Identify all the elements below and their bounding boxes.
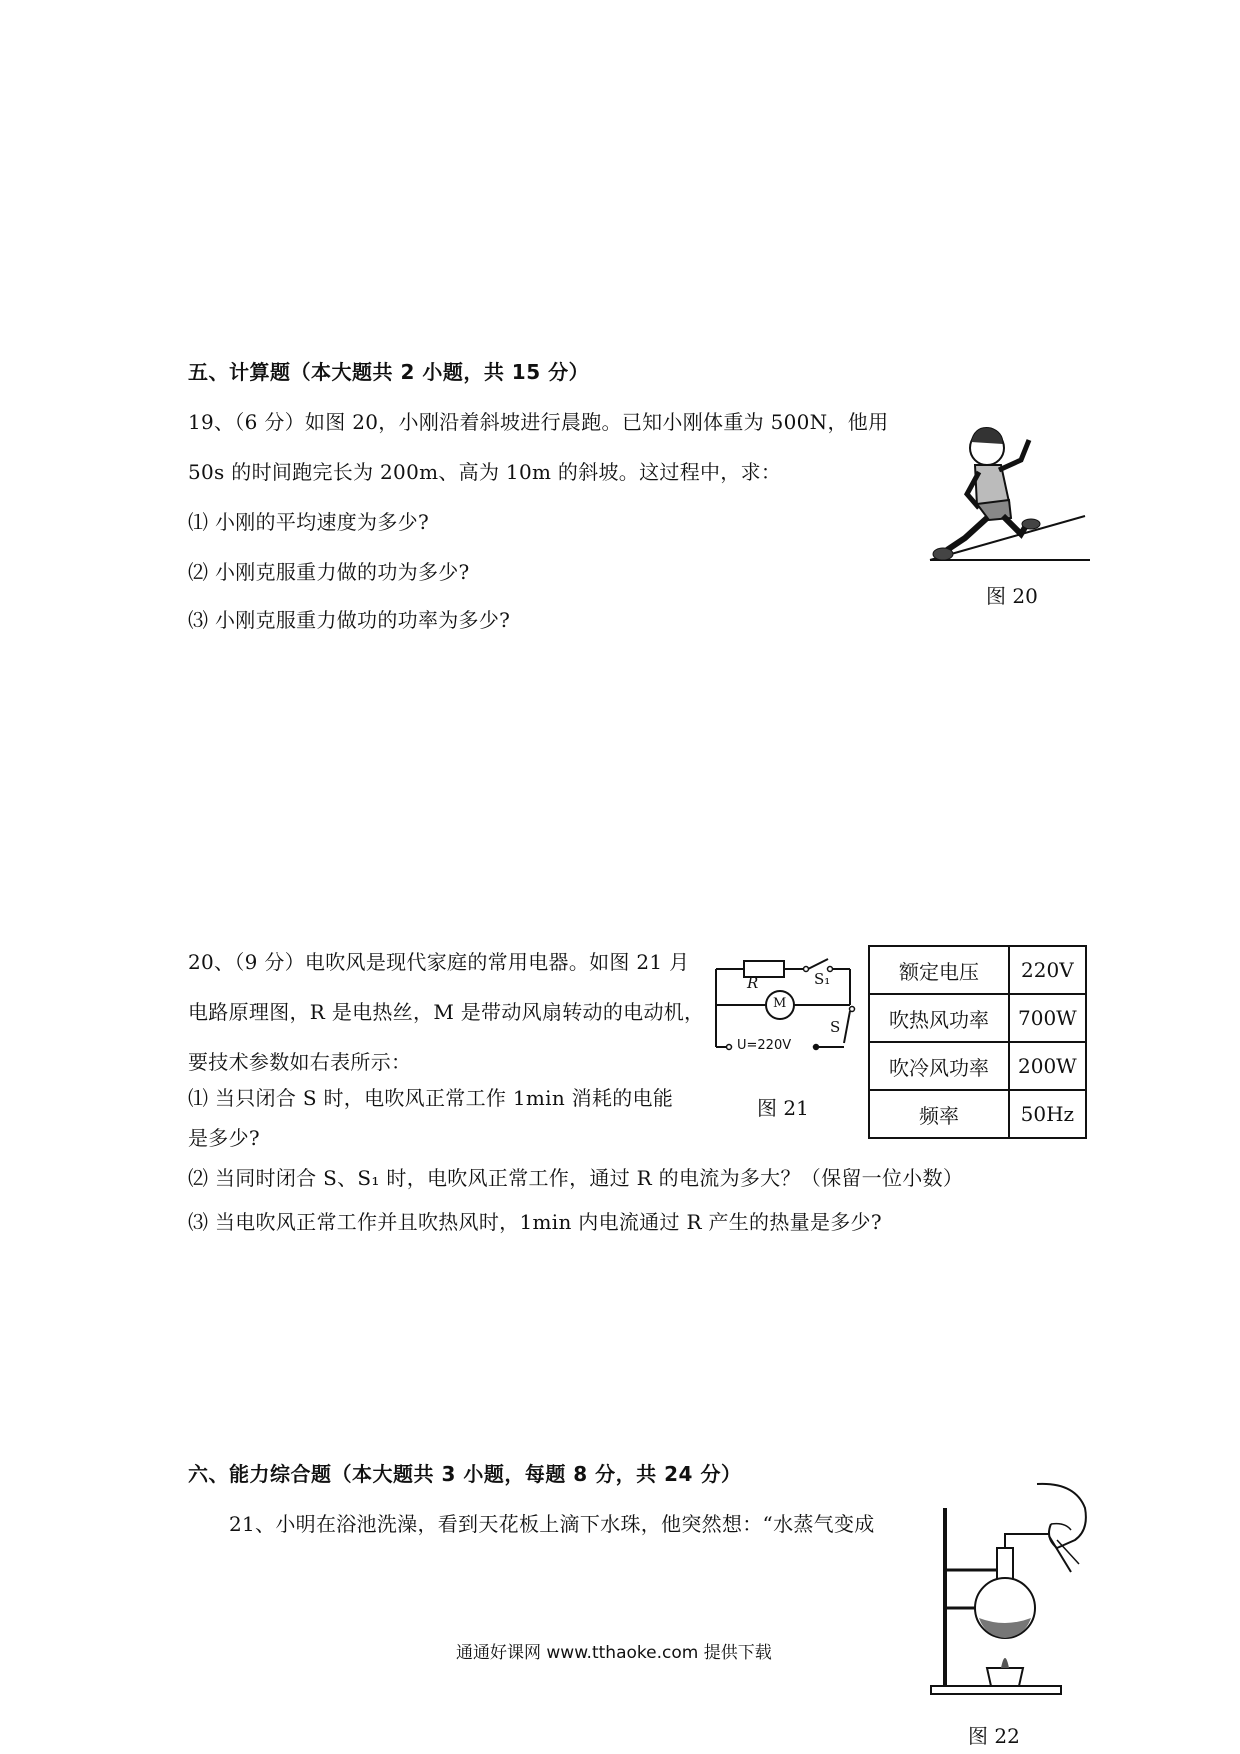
table-row (869, 1090, 1086, 1138)
q20-subquestion-2: ⑵ 当同时闭合 S、S₁ 时，电吹风正常工作，通过 R 的电流为多大？（保留一位小数） (188, 1166, 964, 1190)
table-cell-value: 50Hz (1009, 1090, 1086, 1138)
q20-line-3: 要技术参数如右表所示： (188, 1050, 412, 1074)
q19-subquestion-2: ⑵ 小刚克服重力做的功为多少? (188, 560, 470, 584)
table-cell-name: 频率 (869, 1090, 1009, 1138)
q19-subquestion-3: ⑶ 小刚克服重力做功的功率为多少? (188, 608, 511, 632)
q20-line-1: 20、（9 分）电吹风是现代家庭的常用电器。如图 21 月 (188, 950, 690, 974)
figure-21-caption: 图 21 (757, 1096, 809, 1120)
table-cell-name: 吹热风功率 (869, 994, 1009, 1042)
figure-20-runner-illustration (925, 410, 1095, 570)
q19-line-1: 19、（6 分）如图 20，小刚沿着斜坡进行晨跑。已知小刚体重为 500N，他用 (188, 410, 889, 434)
table-row (869, 994, 1086, 1042)
q20-subquestion-1-cont: 是多少? (188, 1126, 260, 1150)
table-cell-value: 700W (1009, 994, 1086, 1042)
circuit-resistor-label: R (747, 974, 759, 992)
page-footer: 通通好课网 www.tthaoke.com 提供下载 (456, 1643, 772, 1663)
circuit-switch-s-label: S (830, 1018, 841, 1036)
q20-subquestion-3: ⑶ 当电吹风正常工作并且吹热风时，1min 内电流通过 R 产生的热量是多少? (188, 1210, 882, 1234)
table-cell-value: 200W (1009, 1042, 1086, 1090)
circuit-switch-s1-label: S₁ (814, 970, 831, 988)
figure-20-caption: 图 20 (986, 584, 1038, 608)
table-cell-name: 额定电压 (869, 946, 1009, 994)
section-5-title: 五、计算题（本大题共 2 小题，共 15 分） (188, 360, 590, 384)
section-6-title: 六、能力综合题（本大题共 3 小题，每题 8 分，共 24 分） (188, 1462, 742, 1486)
circuit-motor-label: M (773, 996, 787, 1011)
table-row (869, 946, 1086, 994)
table-cell-value: 220V (1009, 946, 1086, 994)
hair-dryer-spec-table (868, 945, 1087, 1139)
table-cell-name: 吹冷风功率 (869, 1042, 1009, 1090)
figure-22-caption: 图 22 (968, 1724, 1020, 1748)
figure-22-flask-apparatus (925, 1478, 1100, 1708)
q19-line-2: 50s 的时间跑完长为 200m、高为 10m 的斜坡。这过程中，求： (188, 460, 782, 484)
q20-line-2: 电路原理图，R 是电热丝，M 是带动风扇转动的电动机， (188, 1000, 705, 1024)
table-row (869, 1042, 1086, 1090)
circuit-voltage-label: U=220V (737, 1038, 792, 1053)
q20-subquestion-1: ⑴ 当只闭合 S 时，电吹风正常工作 1min 消耗的电能 (188, 1086, 674, 1110)
q19-subquestion-1: ⑴ 小刚的平均速度为多少? (188, 510, 429, 534)
q21-line-1: 21、小明在浴池洗澡，看到天花板上滴下水珠，他突然想：“水蒸气变成 (229, 1512, 875, 1536)
